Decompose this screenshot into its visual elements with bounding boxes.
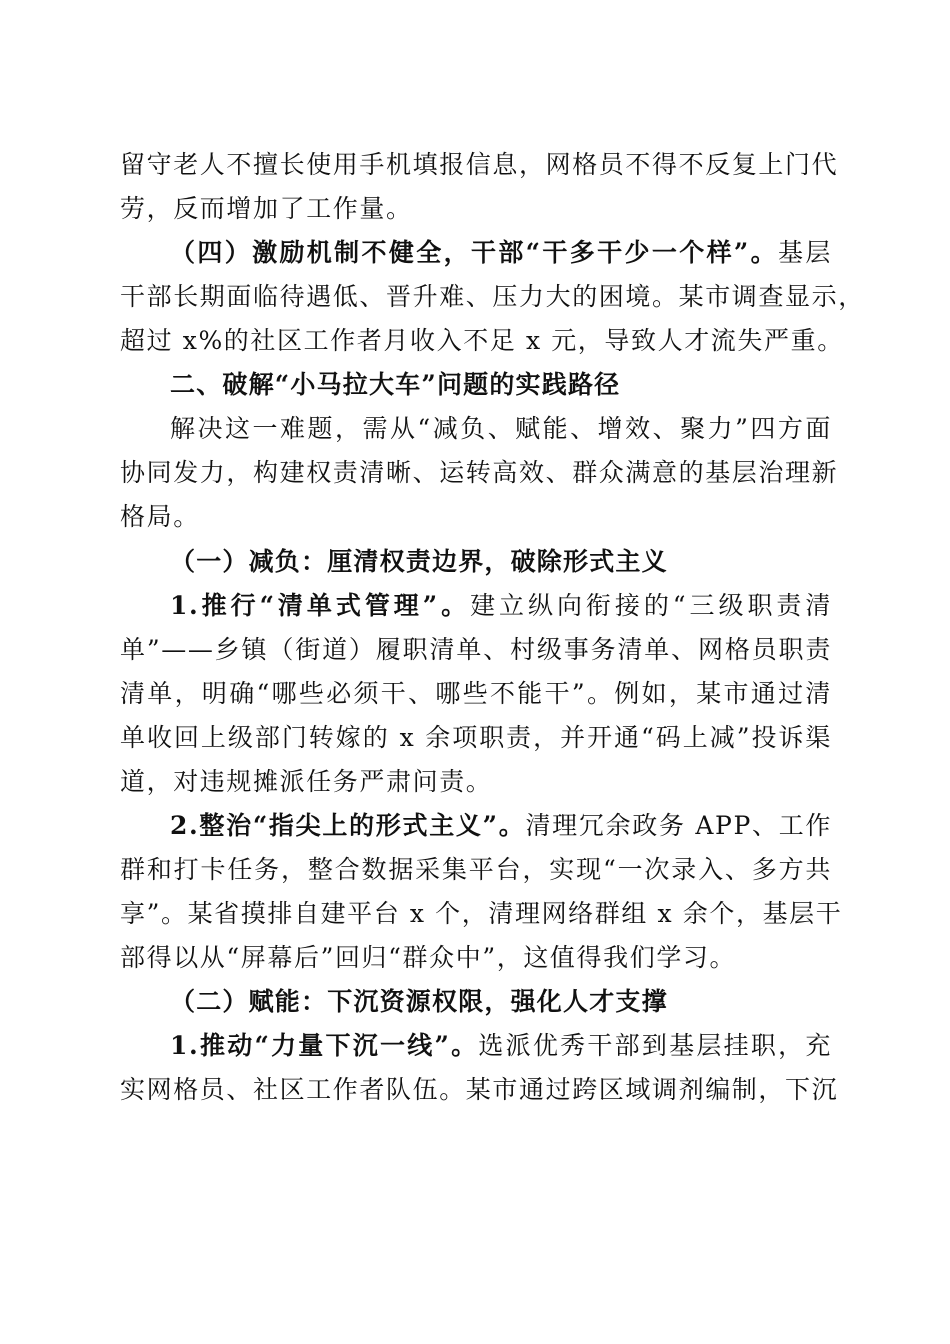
para-text: 清理冗余政务 APP、工作	[525, 811, 833, 840]
inline-heading: 1.推动“力量下沉一线”。	[170, 1031, 479, 1060]
para-line	[170, 1031, 832, 1061]
para-line: 超过 x%的社区工作者月收入不足 x 元，导致人才流失严重。	[120, 326, 844, 355]
para-line: 道，对违规摊派任务严肃问责。	[120, 767, 493, 796]
para-line	[170, 811, 832, 841]
para-line: 单收回上级部门转嫁的 x 余项职责，并开通“码上减”投诉渠	[120, 723, 832, 752]
para-line: 协同发力，构建权责清晰、运转高效、群众满意的基层治理新	[120, 458, 839, 487]
para-text: 基层	[778, 238, 833, 267]
para-line: 解决这一难题，需从“减负、赋能、增效、聚力”四方面	[170, 414, 832, 443]
para-line: 干部长期面临待遇低、晋升难、压力大的困境。某市调查显示，	[120, 282, 865, 311]
para-line: 清单，明确“哪些必须干、哪些不能干”。例如，某市通过清	[120, 679, 832, 708]
para-text: 建立纵向衔接的“三级职责清	[470, 591, 832, 620]
para-text: 选派优秀干部到基层挂职，充	[478, 1031, 832, 1060]
para-line	[170, 591, 832, 621]
para-line: 劳，反而增加了工作量。	[120, 194, 413, 223]
subsection-title: （一）减负：厘清权责边界，破除形式主义	[170, 547, 668, 576]
para-line: 留守老人不擅长使用手机填报信息，网格员不得不反复上门代	[120, 150, 839, 179]
para-line: 格局。	[120, 502, 200, 531]
para-line: 享”。某省摸排自建平台 x 个，清理网络群组 x 余个，基层干	[120, 899, 843, 928]
inline-heading: （四）激励机制不健全，干部“干多干少一个样”。	[170, 238, 779, 267]
para-line	[170, 238, 832, 268]
para-line: 单”——乡镇（街道）履职清单、村级事务清单、网格员职责	[120, 635, 832, 664]
inline-heading: 1.推行“清单式管理”。	[170, 591, 471, 620]
para-line: 部得以从“屏幕后”回归“群众中”，这值得我们学习。	[120, 943, 737, 972]
para-line: 群和打卡任务，整合数据采集平台，实现“一次录入、多方共	[120, 855, 832, 884]
para-line: 实网格员、社区工作者队伍。某市通过跨区域调剂编制，下沉	[120, 1075, 839, 1104]
inline-heading: 2.整治“指尖上的形式主义”。	[170, 811, 526, 840]
section-title: 二、破解“小马拉大车”问题的实践路径	[170, 370, 621, 399]
subsection-title: （二）赋能：下沉资源权限，强化人才支撑	[170, 987, 668, 1016]
